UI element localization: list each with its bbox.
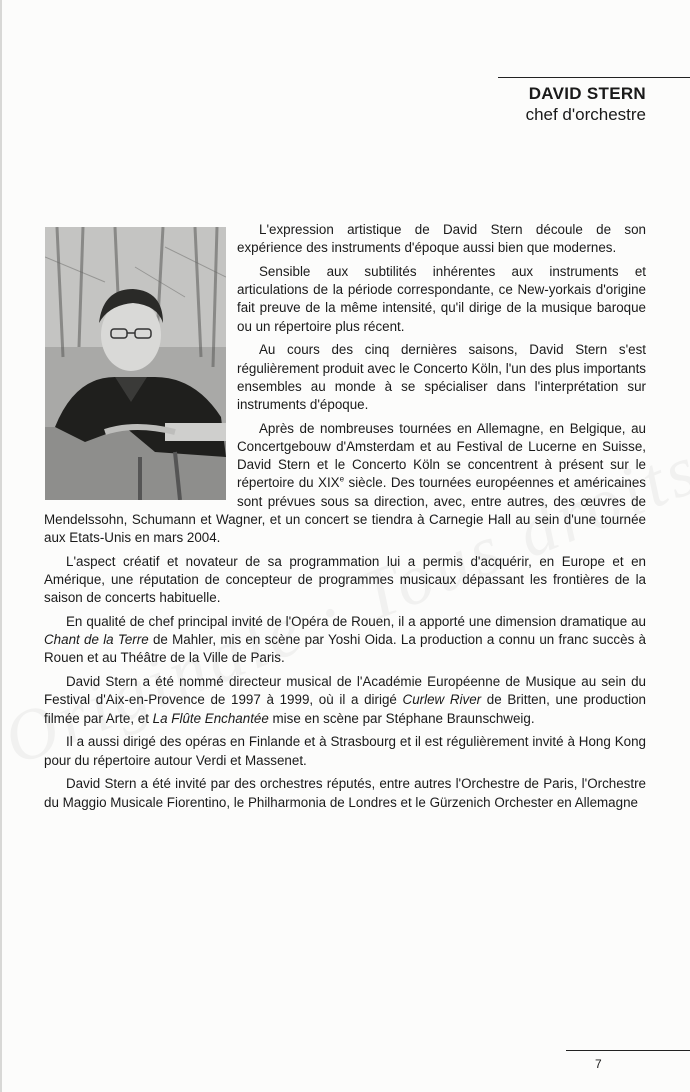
biography-text — [44, 221, 646, 817]
footer-rule — [566, 1050, 690, 1051]
p7-text-a: David Stern a été nommé directeur musical de l'Académie Européenne de Musique au sein du Festival d'Aix-en-Provence de 1997 à 1999, où il a dirigé — [44, 674, 646, 708]
p7-text-b: de Britten, une production filmée par Arte, et — [44, 692, 647, 726]
p6-text-b: de Mahler, mis en scène par Yoshi Oida. La production a connu un franc succès à Rouen et au Théâtre de la Ville de Paris. — [44, 632, 646, 666]
paragraph-5: L'aspect créatif et novateur de sa programmation lui a permis d'acquérir, en Europe et en Amérique, une réputation de concepteur de programmes musicaux dépassant les frontières de la saison de concerts habituelle. — [44, 553, 646, 606]
paragraph-6 — [44, 613, 646, 668]
paragraph-1: L'expression artistique de David Stern découle de son expérience des instruments d'époque aussi bien que modernes. — [237, 222, 646, 256]
page-edge — [0, 0, 2, 1092]
work-title-chant: Chant de la Terre — [44, 632, 149, 648]
p6-text-a: En qualité de chef principal invité de l'Opéra de Rouen, il a apporté une dimension dramatique au — [66, 614, 646, 630]
header — [526, 84, 646, 125]
p4-text-a: Après de nombreuses tournées en Allemagne, en Belgique, au Concertgebouw d'Amsterdam et au Festival de Lucerne en Suisse, David Stern et le Concerto Köln se concentrent à présent sur le répertoire du XIX — [237, 420, 646, 491]
paragraph-9: David Stern a été invité par des orchestres réputés, entre autres l'Orchestre de Paris, l'Orchestre du Maggio Musicale Fiorentino, le Philharmonia de Londres et le Gürzenich Orchester en Allemagne — [44, 776, 646, 810]
header-rule — [498, 77, 690, 78]
p4-text-b: siècle. Des tournées européennes et américaines sont prévues sous sa direction, avec, entre autres, des œuvres de Mendelssohn, Schumann et Wagner, et un concert se tiendra à Carnegie Hall au sein d'une tournée aux Etats-Unis en mars 2004. — [44, 475, 646, 546]
paragraph-2: Sensible aux subtilités inhérentes aux instruments et articulations de la période correspondante, ce New-yorkais d'origine fait preuve de la même intensité, qu'il dirige de la musique baroque ou un répertoire plus récent. — [237, 264, 646, 334]
artist-name: DAVID STERN — [528, 84, 646, 103]
paragraph-8: Il a aussi dirigé des opéras en Finlande et à Strasbourg et il est régulièrement invité à Hong Kong pour du répertoire autour Verdi et Massenet. — [44, 734, 646, 768]
work-title-flute: La Flûte Enchantée — [152, 710, 269, 726]
photo-spacer — [44, 221, 237, 501]
work-title-curlew: Curlew River — [402, 692, 482, 708]
paragraph-3: Au cours des cinq dernières saisons, David Stern s'est régulièrement produit avec le Concerto Köln, l'un des plus importants ensembles au monde à se spécialiser dans l'interprétation sur instruments d'époque. — [237, 342, 646, 413]
page-number: 7 — [595, 1057, 602, 1071]
artist-role: chef d'orchestre — [525, 105, 646, 124]
paragraph-7 — [44, 673, 646, 728]
century-superscript: e — [339, 474, 345, 484]
p7-text-c: mise en scène par Stéphane Braunschweig. — [268, 710, 535, 726]
